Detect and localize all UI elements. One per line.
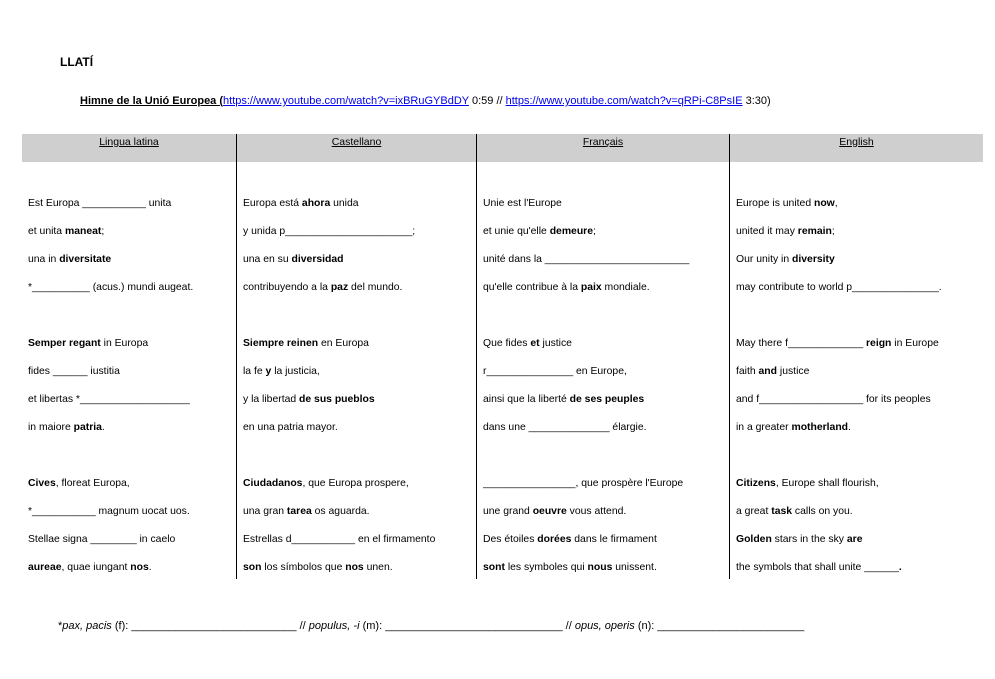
column-castellano xyxy=(237,134,477,579)
stanza-spacer xyxy=(736,302,983,330)
hymn-title: Himne de la Unió Europea ( xyxy=(80,95,224,107)
verse-line: Estrellas d___________ en el firmamento xyxy=(243,534,436,545)
verse-line: Semper regant in Europa xyxy=(28,338,149,349)
column-english xyxy=(730,134,983,579)
verse-line: unité dans la _________________________ xyxy=(483,254,690,265)
verse-line: y la libertad de sus pueblos xyxy=(243,394,375,405)
stanza-spacer xyxy=(28,162,236,190)
verse-line: una en su diversidad xyxy=(243,254,344,265)
stanza-spacer xyxy=(736,162,983,190)
verse-line: Est Europa ___________ unita xyxy=(28,198,172,209)
verse-line: contribuyendo a la paz del mundo. xyxy=(243,282,403,293)
stanza-spacer xyxy=(243,442,476,470)
column-header-english: English xyxy=(839,136,874,148)
stanza-spacer xyxy=(28,302,236,330)
verse-line: Golden stars in the sky are xyxy=(736,534,863,545)
verse-line: the symbols that shall unite ______. xyxy=(736,562,902,573)
column-lines xyxy=(730,162,983,582)
verse-line: Europa está ahora unida xyxy=(243,198,359,209)
column-latin xyxy=(22,134,237,579)
verse-line: dans une ______________ élargie. xyxy=(483,422,647,433)
verse-line: *___________ magnum uocat uos. xyxy=(28,506,190,517)
verse-line: a great task calls on you. xyxy=(736,506,853,517)
verse-line: *__________ (acus.) mundi augeat. xyxy=(28,282,194,293)
column-lines xyxy=(237,162,476,582)
verse-line: et libertas *___________________ xyxy=(28,394,190,405)
column-header-latin: Lingua latina xyxy=(99,136,159,148)
verse-line: in a greater motherland. xyxy=(736,422,851,433)
verse-line: Que fides et justice xyxy=(483,338,572,349)
column-lines xyxy=(22,162,236,582)
verse-line: Des étoiles dorées dans le firmament xyxy=(483,534,657,545)
footer-vocabulary: *pax, pacis (f): ___________________________ // populus, -i (m): _____________________________ // opus, operis (n): ________________________ xyxy=(58,620,805,632)
verse-line: r_______________ en Europe, xyxy=(483,366,627,377)
hymn-time-2: 3:30) xyxy=(742,95,771,107)
youtube-link-1[interactable]: https://www.youtube.com/watch?v=ixBRuGYBdDY xyxy=(223,95,469,107)
verse-line: Europe is united now, xyxy=(736,198,838,209)
verse-line: Citizens, Europe shall flourish, xyxy=(736,478,879,489)
verse-line: Unie est l'Europe xyxy=(483,198,562,209)
hymn-time-1: 0:59 // xyxy=(468,95,506,107)
stanza-spacer xyxy=(243,302,476,330)
verse-line: Siempre reinen en Europa xyxy=(243,338,369,349)
stanza-spacer xyxy=(736,442,983,470)
verse-line: qu'elle contribue à la paix mondiale. xyxy=(483,282,650,293)
verse-line: et unie qu'elle demeure; xyxy=(483,226,596,237)
verse-line: une grand oeuvre vous attend. xyxy=(483,506,627,517)
verse-line: Cives, floreat Europa, xyxy=(28,478,130,489)
verse-line: et unita maneat; xyxy=(28,226,105,237)
column-lines xyxy=(477,162,729,582)
verse-line: fides ______ iustitia xyxy=(28,366,120,377)
column-header-castellano: Castellano xyxy=(331,136,382,148)
youtube-link-2[interactable]: https://www.youtube.com/watch?v=qRPi-C8PsIE xyxy=(505,95,743,107)
verse-line: Stellae signa ________ in caelo xyxy=(28,534,176,545)
verse-line: una gran tarea os aguarda. xyxy=(243,506,370,517)
verse-line: sont les symboles qui nous unissent. xyxy=(483,562,657,573)
verse-line: en una patria mayor. xyxy=(243,422,338,433)
column-header-francais: Français xyxy=(582,136,624,148)
verse-line: Our unity in diversity xyxy=(736,254,835,265)
verse-line: y unida p______________________; xyxy=(243,226,416,237)
verse-line: ainsi que la liberté de ses peuples xyxy=(483,394,645,405)
hymn-title-line xyxy=(80,95,771,107)
verse-line: la fe y la justicia, xyxy=(243,366,320,377)
verse-line: ________________, que prospère l'Europe xyxy=(483,478,684,489)
stanza-spacer xyxy=(483,162,729,190)
stanza-spacer xyxy=(483,302,729,330)
verse-line: una in diversitate xyxy=(28,254,112,265)
verse-line: aureae, quae iungant nos. xyxy=(28,562,152,573)
stanza-spacer xyxy=(483,442,729,470)
verse-line: in maiore patria. xyxy=(28,422,105,433)
verse-line: and f__________________ for its peoples xyxy=(736,394,931,405)
stanza-spacer xyxy=(243,162,476,190)
verse-line: Ciudadanos, que Europa prospere, xyxy=(243,478,409,489)
verse-line: May there f_____________ reign in Europe xyxy=(736,338,939,349)
verse-line: may contribute to world p_______________. xyxy=(736,282,942,293)
verse-line: united it may remain; xyxy=(736,226,835,237)
stanza-spacer xyxy=(28,442,236,470)
page-heading: LLATÍ xyxy=(60,55,94,69)
verse-line: faith and justice xyxy=(736,366,810,377)
column-francais xyxy=(477,134,730,579)
verse-line: son los símbolos que nos unen. xyxy=(243,562,393,573)
